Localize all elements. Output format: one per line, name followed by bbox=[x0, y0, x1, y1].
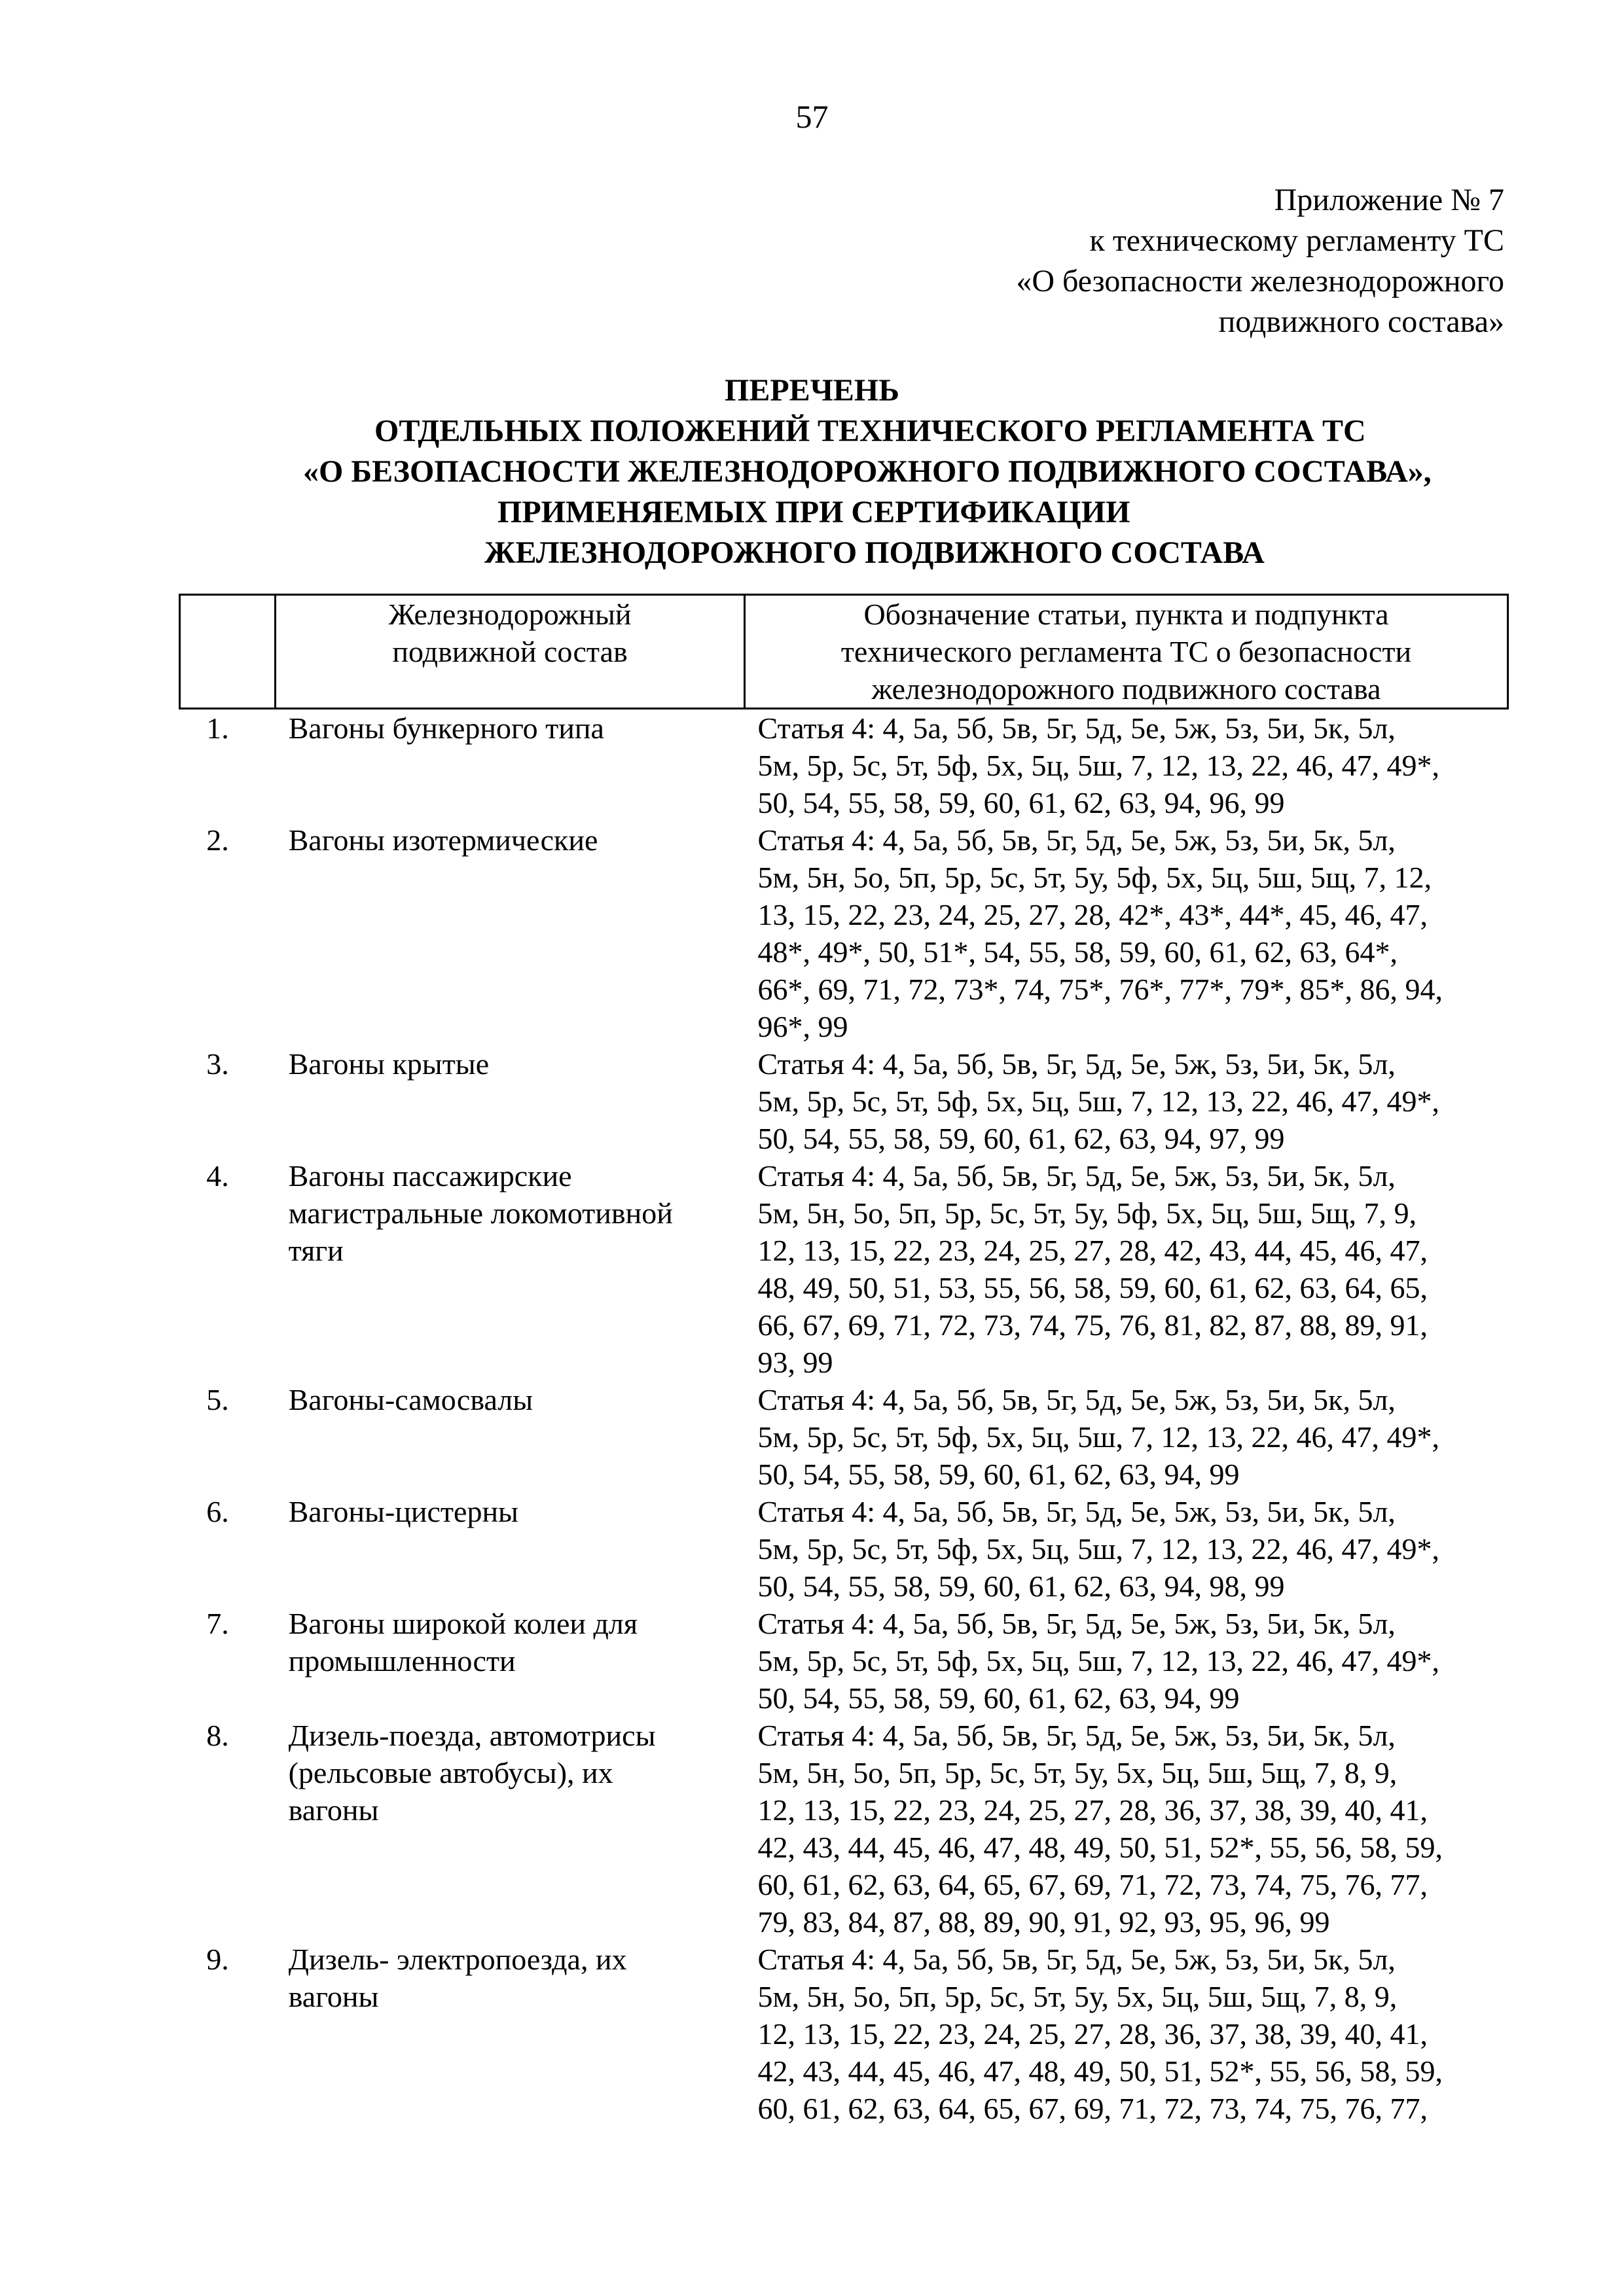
regulation-reference-line: 5м, 5н, 5о, 5п, 5р, 5с, 5т, 5у, 5х, 5ц, 5ш, 5щ, 7, 8, 9, bbox=[757, 1980, 1398, 2013]
header-line: Обозначение статьи, пункта и подпункта bbox=[863, 598, 1389, 631]
row-number: 1. bbox=[206, 711, 229, 745]
appendix-line: «О безопасности железнодорожного bbox=[1016, 264, 1504, 298]
rolling-stock-name-line: Дизель- электропоезда, их bbox=[288, 1943, 627, 1976]
rolling-stock-name bbox=[276, 1605, 745, 1717]
heading-line: ПЕРЕЧЕНЬ bbox=[725, 373, 899, 408]
rolling-stock-name-line: Вагоны-самосвалы bbox=[288, 1383, 533, 1416]
rolling-stock-name bbox=[276, 1045, 745, 1157]
table-row bbox=[180, 1941, 1508, 2127]
row-number: 3. bbox=[206, 1047, 229, 1081]
regulation-reference-line: 79, 83, 84, 87, 88, 89, 90, 91, 92, 93, 95, 96, 99 bbox=[757, 1905, 1330, 1939]
table-row bbox=[180, 1381, 1508, 1493]
regulation-reference-line: 50, 54, 55, 58, 59, 60, 61, 62, 63, 94, 97, 99 bbox=[757, 1122, 1285, 1155]
rolling-stock-name-line: Вагоны бункерного типа bbox=[288, 711, 604, 745]
regulation-reference-line: 50, 54, 55, 58, 59, 60, 61, 62, 63, 94, 99 bbox=[757, 1681, 1240, 1715]
appendix-line: Приложение № 7 bbox=[1274, 183, 1504, 217]
rolling-stock-name-line: Вагоны-цистерны bbox=[288, 1495, 518, 1528]
regulation-reference-line: 50, 54, 55, 58, 59, 60, 61, 62, 63, 94, 99 bbox=[757, 1458, 1240, 1491]
regulation-reference-line: 12, 13, 15, 22, 23, 24, 25, 27, 28, 36, 37, 38, 39, 40, 41, bbox=[757, 1793, 1428, 1827]
rolling-stock-name-line: Вагоны изотермические bbox=[288, 823, 598, 857]
regulation-references bbox=[745, 1941, 1508, 2127]
rolling-stock-name-line: магистральные локомотивной bbox=[288, 1196, 673, 1230]
regulation-reference-line: 5м, 5н, 5о, 5п, 5р, 5с, 5т, 5у, 5ф, 5х, 5ц, 5ш, 5щ, 7, 9, bbox=[757, 1196, 1417, 1230]
regulation-reference-line: Статья 4: 4, 5а, 5б, 5в, 5г, 5д, 5е, 5ж, 5з, 5и, 5к, 5л, bbox=[757, 823, 1396, 857]
regulation-reference-line: 50, 54, 55, 58, 59, 60, 61, 62, 63, 94, 96, 99 bbox=[757, 786, 1285, 819]
regulation-reference-line: 5м, 5р, 5с, 5т, 5ф, 5х, 5ц, 5ш, 7, 12, 13, 22, 46, 47, 49*, bbox=[757, 1085, 1440, 1118]
regulation-reference-line: 48, 49, 50, 51, 53, 55, 56, 58, 59, 60, 61, 62, 63, 64, 65, bbox=[757, 1271, 1428, 1304]
rolling-stock-name-line: Вагоны широкой колеи для bbox=[288, 1607, 638, 1640]
page-number: 57 bbox=[795, 98, 829, 135]
rolling-stock-name-line: вагоны bbox=[288, 1793, 379, 1827]
regulation-reference-line: Статья 4: 4, 5а, 5б, 5в, 5г, 5д, 5е, 5ж, 5з, 5и, 5к, 5л, bbox=[757, 1383, 1396, 1416]
rolling-stock-name bbox=[276, 821, 745, 1045]
regulation-reference-line: Статья 4: 4, 5а, 5б, 5в, 5г, 5д, 5е, 5ж, 5з, 5и, 5к, 5л, bbox=[757, 1159, 1396, 1193]
row-number: 5. bbox=[206, 1383, 229, 1416]
heading-line: «О БЕЗОПАСНОСТИ ЖЕЛЕЗНОДОРОЖНОГО ПОДВИЖНОГО СОСТАВА», bbox=[303, 454, 1432, 489]
regulation-reference-line: 5м, 5р, 5с, 5т, 5ф, 5х, 5ц, 5ш, 7, 12, 13, 22, 46, 47, 49*, bbox=[757, 1420, 1440, 1454]
rolling-stock-name-line: тяги bbox=[288, 1234, 344, 1267]
header-line: подвижной состав bbox=[392, 635, 628, 668]
regulation-reference-line: 48*, 49*, 50, 51*, 54, 55, 58, 59, 60, 61, 62, 63, 64*, bbox=[757, 935, 1398, 969]
regulation-reference-line: 96*, 99 bbox=[757, 1010, 848, 1043]
regulation-reference-line: Статья 4: 4, 5а, 5б, 5в, 5г, 5д, 5е, 5ж, 5з, 5и, 5к, 5л, bbox=[757, 711, 1396, 745]
header-line: Железнодорожный bbox=[388, 598, 632, 631]
table-body bbox=[180, 709, 1508, 2128]
regulation-reference-line: 66*, 69, 71, 72, 73*, 74, 75*, 76*, 77*, 79*, 85*, 86, 94, bbox=[757, 973, 1443, 1006]
heading-line: ОТДЕЛЬНЫХ ПОЛОЖЕНИЙ ТЕХНИЧЕСКОГО РЕГЛАМЕНТА ТС bbox=[374, 414, 1366, 448]
regulation-reference-line: 5м, 5н, 5о, 5п, 5р, 5с, 5т, 5у, 5х, 5ц, 5ш, 5щ, 7, 8, 9, bbox=[757, 1756, 1398, 1789]
heading-line: ЖЕЛЕЗНОДОРОЖНОГО ПОДВИЖНОГО СОСТАВА bbox=[484, 535, 1265, 570]
rolling-stock-name-line: промышленности bbox=[288, 1644, 516, 1677]
regulation-references bbox=[745, 1605, 1508, 1717]
rolling-stock-name bbox=[276, 709, 745, 822]
row-number: 8. bbox=[206, 1719, 229, 1752]
row-number: 4. bbox=[206, 1159, 229, 1193]
regulation-reference-line: 93, 99 bbox=[757, 1346, 833, 1379]
appendix-line: подвижного состава» bbox=[1218, 304, 1504, 339]
table-row bbox=[180, 1717, 1508, 1941]
row-number: 9. bbox=[206, 1943, 229, 1976]
regulation-reference-line: 5м, 5н, 5о, 5п, 5р, 5с, 5т, 5у, 5ф, 5х, 5ц, 5ш, 5щ, 7, 12, bbox=[757, 861, 1432, 894]
header-number bbox=[180, 595, 276, 709]
appendix-reference bbox=[850, 180, 1504, 342]
regulation-reference-line: 42, 43, 44, 45, 46, 47, 48, 49, 50, 51, 52*, 55, 56, 58, 59, bbox=[757, 2054, 1443, 2088]
table-row bbox=[180, 1605, 1508, 1717]
regulation-reference-line: 42, 43, 44, 45, 46, 47, 48, 49, 50, 51, 52*, 55, 56, 58, 59, bbox=[757, 1831, 1443, 1864]
table-row bbox=[180, 1157, 1508, 1381]
regulation-references bbox=[745, 1045, 1508, 1157]
regulation-reference-line: 60, 61, 62, 63, 64, 65, 67, 69, 71, 72, 73, 74, 75, 76, 77, bbox=[757, 2092, 1428, 2125]
rolling-stock-name bbox=[276, 1381, 745, 1493]
header-line: железнодорожного подвижного состава bbox=[871, 672, 1381, 706]
regulation-reference-line: Статья 4: 4, 5а, 5б, 5в, 5г, 5д, 5е, 5ж, 5з, 5и, 5к, 5л, bbox=[757, 1607, 1396, 1640]
table-row bbox=[180, 821, 1508, 1045]
regulation-references bbox=[745, 709, 1508, 822]
document-heading bbox=[0, 370, 1624, 573]
regulation-reference-line: 12, 13, 15, 22, 23, 24, 25, 27, 28, 42, 43, 44, 45, 46, 47, bbox=[757, 1234, 1428, 1267]
regulation-reference-line: 13, 15, 22, 23, 24, 25, 27, 28, 42*, 43*, 44*, 45, 46, 47, bbox=[757, 898, 1428, 931]
table-row bbox=[180, 1045, 1508, 1157]
regulation-reference-line: 5м, 5р, 5с, 5т, 5ф, 5х, 5ц, 5ш, 7, 12, 13, 22, 46, 47, 49*, bbox=[757, 1644, 1440, 1677]
row-number: 6. bbox=[206, 1495, 229, 1528]
row-number: 2. bbox=[206, 823, 229, 857]
regulation-reference-line: 50, 54, 55, 58, 59, 60, 61, 62, 63, 94, 98, 99 bbox=[757, 1570, 1285, 1603]
appendix-line: к техническому регламенту ТС bbox=[1089, 223, 1504, 258]
table-row bbox=[180, 1493, 1508, 1605]
regulation-reference-line: 60, 61, 62, 63, 64, 65, 67, 69, 71, 72, 73, 74, 75, 76, 77, bbox=[757, 1868, 1428, 1901]
rolling-stock-name bbox=[276, 1941, 745, 2127]
table-row bbox=[180, 709, 1508, 822]
regulation-reference-line: Статья 4: 4, 5а, 5б, 5в, 5г, 5д, 5е, 5ж, 5з, 5и, 5к, 5л, bbox=[757, 1047, 1396, 1081]
table-header-row bbox=[180, 595, 1508, 709]
rolling-stock-table bbox=[179, 594, 1509, 2127]
regulation-references bbox=[745, 1381, 1508, 1493]
header-designation bbox=[745, 595, 1508, 709]
regulation-reference-line: 12, 13, 15, 22, 23, 24, 25, 27, 28, 36, 37, 38, 39, 40, 41, bbox=[757, 2017, 1428, 2051]
header-rolling-stock bbox=[276, 595, 745, 709]
regulation-references bbox=[745, 1493, 1508, 1605]
rolling-stock-name-line: Вагоны пассажирские bbox=[288, 1159, 572, 1193]
regulation-reference-line: Статья 4: 4, 5а, 5б, 5в, 5г, 5д, 5е, 5ж, 5з, 5и, 5к, 5л, bbox=[757, 1495, 1396, 1528]
rolling-stock-name-line: Вагоны крытые bbox=[288, 1047, 490, 1081]
rolling-stock-name bbox=[276, 1717, 745, 1941]
rolling-stock-name bbox=[276, 1493, 745, 1605]
regulation-reference-line: 66, 67, 69, 71, 72, 73, 74, 75, 76, 81, 82, 87, 88, 89, 91, bbox=[757, 1308, 1428, 1342]
regulation-reference-line: Статья 4: 4, 5а, 5б, 5в, 5г, 5д, 5е, 5ж, 5з, 5и, 5к, 5л, bbox=[757, 1719, 1396, 1752]
regulation-references bbox=[745, 1157, 1508, 1381]
rolling-stock-name-line: Дизель-поезда, автомотрисы bbox=[288, 1719, 656, 1752]
row-number: 7. bbox=[206, 1607, 229, 1640]
header-line: технического регламента ТС о безопасности bbox=[840, 635, 1412, 668]
rolling-stock-name-line: (рельсовые автобусы), их bbox=[288, 1756, 613, 1789]
regulation-reference-line: Статья 4: 4, 5а, 5б, 5в, 5г, 5д, 5е, 5ж, 5з, 5и, 5к, 5л, bbox=[757, 1943, 1396, 1976]
regulation-reference-line: 5м, 5р, 5с, 5т, 5ф, 5х, 5ц, 5ш, 7, 12, 13, 22, 46, 47, 49*, bbox=[757, 1532, 1440, 1566]
regulation-references bbox=[745, 821, 1508, 1045]
regulation-references bbox=[745, 1717, 1508, 1941]
heading-line: ПРИМЕНЯЕМЫХ ПРИ СЕРТИФИКАЦИИ bbox=[497, 495, 1130, 529]
regulation-reference-line: 5м, 5р, 5с, 5т, 5ф, 5х, 5ц, 5ш, 7, 12, 13, 22, 46, 47, 49*, bbox=[757, 749, 1440, 782]
rolling-stock-name-line: вагоны bbox=[288, 1980, 379, 2013]
rolling-stock-name bbox=[276, 1157, 745, 1381]
